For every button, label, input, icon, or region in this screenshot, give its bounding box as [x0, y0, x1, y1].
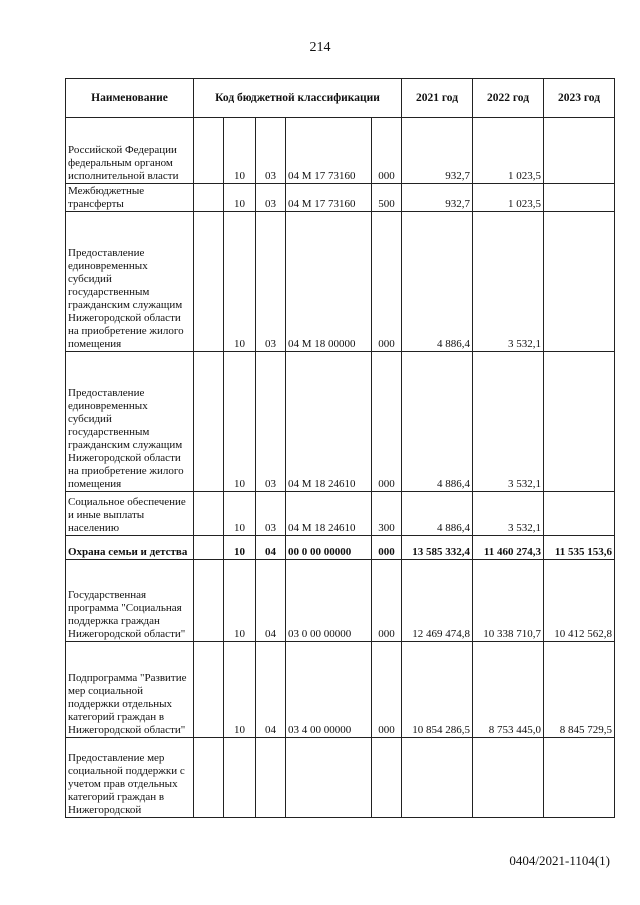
code-section: 10	[224, 642, 256, 738]
code-section: 10	[224, 536, 256, 560]
code-subsection: 03	[256, 184, 286, 212]
value-2022: 3 532,1	[473, 212, 544, 352]
code-subsection	[256, 738, 286, 818]
value-2023: 11 535 153,6	[544, 536, 615, 560]
code-section: 10	[224, 118, 256, 184]
code-section: 10	[224, 352, 256, 492]
code-expense-type: 000	[372, 560, 402, 642]
value-2021: 932,7	[402, 118, 473, 184]
row-name: Предоставление мер социальной поддержки с учетом прав отдельных категорий граждан в Нижегородской	[66, 738, 194, 818]
value-2022	[473, 738, 544, 818]
code-col-1	[194, 212, 224, 352]
code-subsection: 04	[256, 642, 286, 738]
value-2022: 8 753 445,0	[473, 642, 544, 738]
value-2021: 12 469 474,8	[402, 560, 473, 642]
code-target-article: 00 0 00 00000	[286, 536, 372, 560]
code-col-1	[194, 492, 224, 536]
value-2023	[544, 738, 615, 818]
value-2021: 13 585 332,4	[402, 536, 473, 560]
code-section: 10	[224, 560, 256, 642]
code-col-1	[194, 118, 224, 184]
page-number: 214	[309, 40, 331, 55]
code-expense-type: 300	[372, 492, 402, 536]
code-expense-type: 000	[372, 118, 402, 184]
code-section: 10	[224, 492, 256, 536]
code-expense-type: 500	[372, 184, 402, 212]
code-expense-type: 000	[372, 642, 402, 738]
code-target-article: 04 М 17 73160	[286, 184, 372, 212]
row-name: Подпрограмма "Развитие мер социальной поддержки отдельных категорий граждан в Нижегородской области"	[66, 642, 194, 738]
value-2021: 4 886,4	[402, 492, 473, 536]
code-subsection: 03	[256, 492, 286, 536]
value-2022: 11 460 274,3	[473, 536, 544, 560]
row-name: Государственная программа "Социальная поддержка граждан Нижегородской области"	[66, 560, 194, 642]
value-2021: 4 886,4	[402, 352, 473, 492]
header-code: Код бюджетной классификации	[194, 79, 402, 118]
code-target-article: 04 М 18 00000	[286, 212, 372, 352]
table-row	[66, 212, 615, 352]
code-subsection: 03	[256, 352, 286, 492]
value-2021: 932,7	[402, 184, 473, 212]
value-2023	[544, 492, 615, 536]
table-row	[66, 536, 615, 560]
header-2022: 2022 год	[473, 79, 544, 118]
row-name: Предоставление единовременных субсидий государственным гражданским служащим Нижегородской области на приобретение жилого помещения	[66, 212, 194, 352]
value-2022: 1 023,5	[473, 184, 544, 212]
code-expense-type	[372, 738, 402, 818]
code-target-article: 04 М 17 73160	[286, 118, 372, 184]
value-2022: 10 338 710,7	[473, 560, 544, 642]
budget-table	[65, 78, 615, 818]
row-name: Предоставление единовременных субсидий государственным гражданским служащим Нижегородской области на приобретение жилого помещения	[66, 352, 194, 492]
row-name: Российской Федерации федеральным органом исполнительной власти	[66, 118, 194, 184]
header-2023: 2023 год	[544, 79, 615, 118]
code-col-1	[194, 738, 224, 818]
value-2021	[402, 738, 473, 818]
code-col-1	[194, 536, 224, 560]
code-expense-type: 000	[372, 352, 402, 492]
value-2023	[544, 212, 615, 352]
code-expense-type: 000	[372, 212, 402, 352]
table-row	[66, 738, 615, 818]
value-2021: 10 854 286,5	[402, 642, 473, 738]
code-target-article: 03 0 00 00000	[286, 560, 372, 642]
header-name: Наименование	[66, 79, 194, 118]
code-subsection: 03	[256, 212, 286, 352]
code-col-1	[194, 352, 224, 492]
header-2021: 2021 год	[402, 79, 473, 118]
table-header-row	[66, 79, 615, 118]
value-2023: 10 412 562,8	[544, 560, 615, 642]
code-target-article	[286, 738, 372, 818]
document-code: 0404/2021-1104(1)	[509, 853, 610, 868]
value-2022: 3 532,1	[473, 352, 544, 492]
code-target-article: 03 4 00 00000	[286, 642, 372, 738]
code-col-1	[194, 560, 224, 642]
row-name: Межбюджетные трансферты	[66, 184, 194, 212]
table-row	[66, 642, 615, 738]
value-2021: 4 886,4	[402, 212, 473, 352]
code-subsection: 04	[256, 536, 286, 560]
code-section: 10	[224, 184, 256, 212]
table-row	[66, 492, 615, 536]
code-section	[224, 738, 256, 818]
table-row	[66, 560, 615, 642]
code-target-article: 04 М 18 24610	[286, 352, 372, 492]
value-2023	[544, 352, 615, 492]
code-expense-type: 000	[372, 536, 402, 560]
code-subsection: 03	[256, 118, 286, 184]
value-2022: 1 023,5	[473, 118, 544, 184]
value-2023	[544, 118, 615, 184]
code-col-1	[194, 642, 224, 738]
row-name: Охрана семьи и детства	[66, 536, 194, 560]
table-row	[66, 184, 615, 212]
code-subsection: 04	[256, 560, 286, 642]
table-row	[66, 118, 615, 184]
value-2022: 3 532,1	[473, 492, 544, 536]
code-section: 10	[224, 212, 256, 352]
table-row	[66, 352, 615, 492]
row-name: Социальное обеспечение и иные выплаты населению	[66, 492, 194, 536]
code-target-article: 04 М 18 24610	[286, 492, 372, 536]
value-2023: 8 845 729,5	[544, 642, 615, 738]
value-2023	[544, 184, 615, 212]
code-col-1	[194, 184, 224, 212]
